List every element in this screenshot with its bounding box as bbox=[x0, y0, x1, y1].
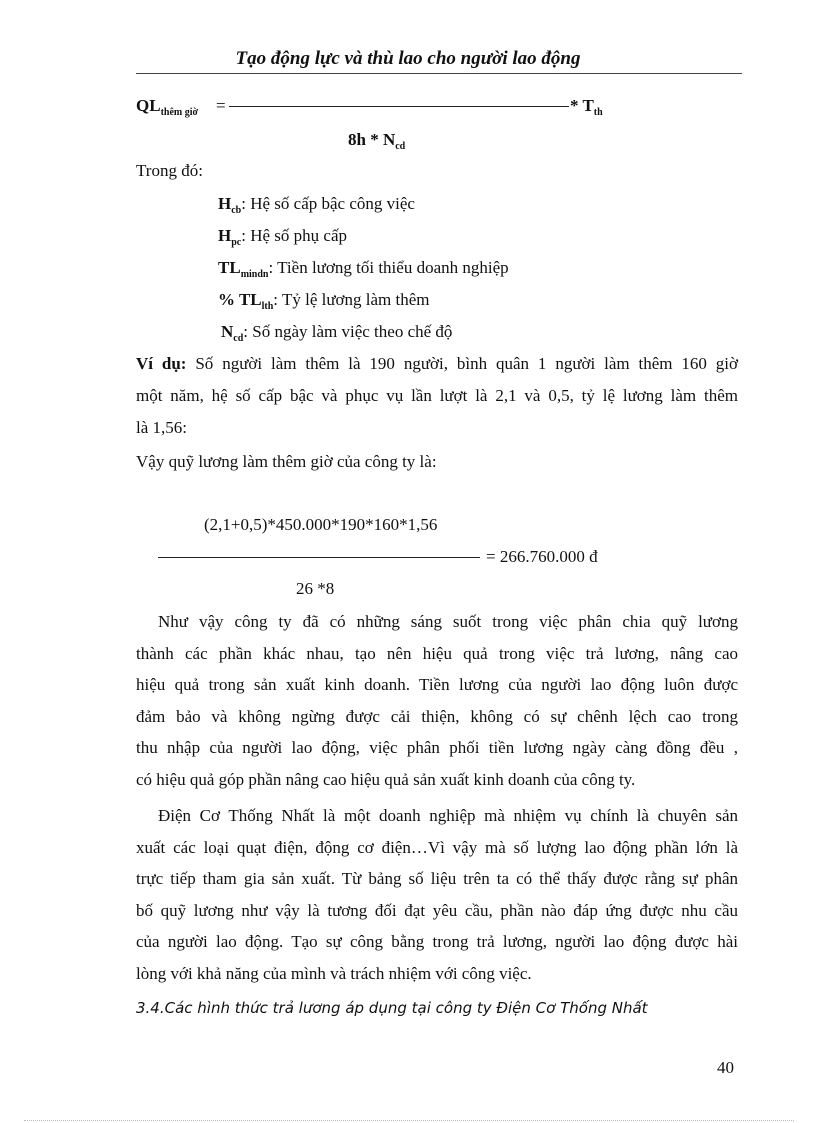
paragraph-line: hiệu quả trong sản xuất kinh doanh. Tiền lương của người lao động luôn được bbox=[136, 675, 738, 694]
page-number: 40 bbox=[717, 1058, 734, 1077]
definition-item: % $TL_{lth}$: Tỷ lệ lương làm thêm bbox=[218, 290, 430, 312]
formula-rhs-symbol: * T bbox=[570, 96, 594, 115]
paragraph bbox=[136, 606, 738, 795]
calculation-result: = 266.760.000 đ bbox=[486, 547, 598, 566]
paragraph-line: đảm bảo và không ngừng được cải thiện, không có sự chênh lệch cao trong bbox=[136, 706, 738, 726]
page-bottom-edge bbox=[24, 1120, 794, 1121]
page-header: Tạo động lực và thù lao cho người lao động bbox=[235, 48, 581, 69]
formula-rhs-subscript: th bbox=[593, 107, 603, 118]
paragraph-line: thành các phần khác nhau, tạo nên hiệu quả trong việc trả lương, nâng cao bbox=[136, 643, 738, 663]
example-line: Ví dụ: Số người làm thêm là 190 người, bình quân 1 người làm thêm 160 giờ bbox=[136, 354, 739, 373]
formula-rhs-tail bbox=[570, 96, 603, 116]
where-label: Trong đó: bbox=[136, 161, 203, 180]
definition-item: $TL_{mindn}$: Tiền lương tối thiểu doanh nghiệp bbox=[218, 258, 509, 280]
definition-item: $N_{cd}$: Số ngày làm việc theo chế độ bbox=[221, 322, 453, 344]
header-rule bbox=[136, 73, 742, 74]
calculation-denominator: 26 *8 bbox=[296, 579, 335, 598]
example-line: là 1,56: bbox=[136, 418, 187, 437]
paragraph-line: Như vậy công ty đã có những sáng suốt trong việc phân chia quỹ lương bbox=[158, 612, 738, 631]
formula-equals: = bbox=[216, 96, 226, 115]
example-line: Vậy quỹ lương làm thêm giờ của công ty là: bbox=[136, 452, 437, 471]
calculation-fraction-line bbox=[158, 557, 480, 558]
formula-lhs-subscript: thêm giờ bbox=[160, 107, 199, 118]
definition-item: $H_{cb}$: Hệ số cấp bậc công việc bbox=[218, 194, 415, 216]
paragraph bbox=[136, 800, 738, 989]
formula-lhs-symbol: QL bbox=[136, 96, 161, 115]
formula-lhs bbox=[136, 96, 198, 116]
formula-denominator bbox=[348, 130, 405, 150]
formula-denominator-subscript: cd bbox=[395, 141, 406, 152]
paragraph-line: trực tiếp tham gia sản xuất. Từ bảng số liệu trên ta có thể thấy được rằng sự phân bbox=[136, 869, 738, 888]
formula-fraction-line bbox=[229, 106, 569, 107]
paragraph-line: bố quỹ lương như vậy là tương đối đạt yêu cầu, phần nào đáp ứng được nhu cầu bbox=[136, 900, 738, 920]
paragraph-line: xuất các loại quạt điện, động cơ điện…Vì vậy mà số lượng lao động phần lớn là bbox=[136, 837, 738, 857]
definition-item: $H_{pc}$: Hệ số phụ cấp bbox=[218, 226, 347, 248]
paragraph-line: lòng với khả năng của mình và trách nhiệm với công việc. bbox=[136, 963, 532, 983]
example-label: Ví dụ: bbox=[136, 354, 187, 373]
calculation-numerator: (2,1+0,5)*450.000*190*160*1,56 bbox=[204, 515, 438, 534]
example-line: một năm, hệ số cấp bậc và phục vụ lần lượt là 2,1 và 0,5, tỷ lệ lương làm thêm bbox=[136, 386, 738, 405]
formula-denominator-text: 8h * N bbox=[348, 130, 396, 149]
paragraph-line: thu nhập của người lao động, việc phân phối tiền lương ngày càng đồng đều , bbox=[136, 738, 738, 757]
section-title: 3.4.Các hình thức trả lương áp dụng tại công ty Điện Cơ Thống Nhất bbox=[136, 999, 648, 1017]
paragraph-line: có hiệu quả góp phần nâng cao hiệu quả sản xuất kinh doanh của công ty. bbox=[136, 769, 636, 789]
paragraph-line: của người lao động. Tạo sự công bằng trong trả lương, người lao động được hài bbox=[136, 932, 738, 951]
paragraph-line: Điện Cơ Thống Nhất là một doanh nghiệp mà nhiệm vụ chính là chuyên sản bbox=[158, 806, 738, 825]
